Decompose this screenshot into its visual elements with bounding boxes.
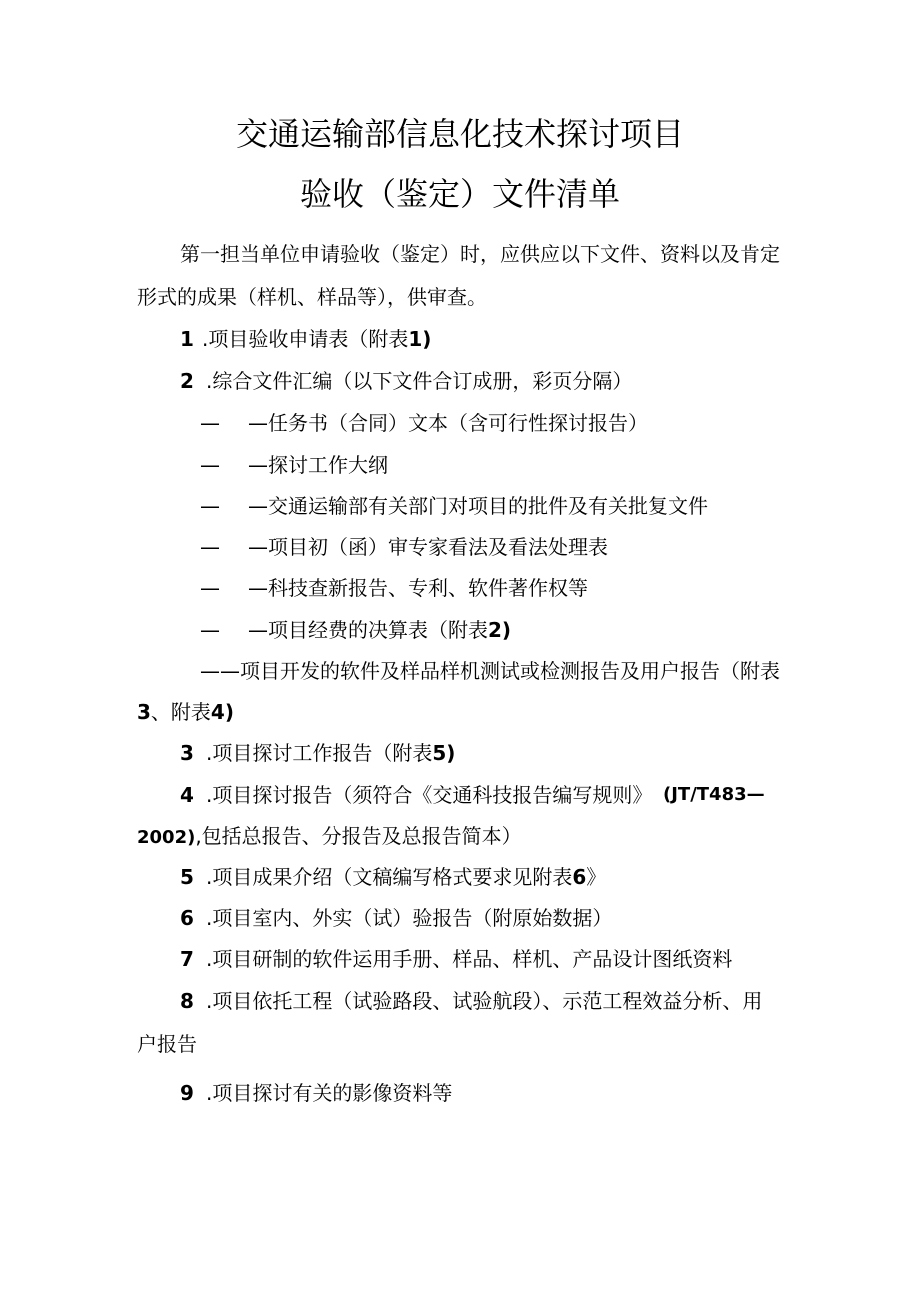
sub-item-cont-suffix: 4) [210,700,234,724]
sub-item-2: —探讨工作大纲 [248,453,388,477]
sub-item-cont-num: 3 [137,700,151,724]
sub-item-cont-text: 、附表 [150,700,211,724]
item-number: 7 [180,947,194,971]
list-item-8-continued: 户报告 [137,1032,197,1056]
document-title-line1: 交通运输部信息化技术探讨项目 [235,115,684,153]
item-number: 2 [180,369,194,393]
item-text: .项目探讨报告（须符合《交通科技报告编写规则》 [206,783,653,807]
item-4-suffix: (JT/T483— [663,784,765,805]
item-text: .项目研制的软件运用手册、样品、样机、产品设计图纸资料 [206,947,733,971]
item-text: .项目依托工程（试验路段、试验航段）、示范工程效益分析、用 [206,989,763,1013]
sub-item-3: —交通运输部有关部门对项目的批件及有关批复文件 [248,494,708,518]
item-cont-num: 2002) [137,827,196,848]
item-number: 6 [180,906,194,930]
item-text: .项目探讨工作报告（附表 [206,741,433,765]
item-cont-text: ,包括总报告、分报告及总报告简本） [195,824,522,848]
item-number: 9 [180,1081,194,1105]
sub-item-4: —项目初（函）审专家看法及看法处理表 [248,535,608,559]
item-number: 8 [180,989,194,1013]
item-suffix: 5) [432,741,456,765]
sub-item-dash: — [200,535,220,559]
item-text: .综合文件汇编（以下文件合订成册，彩页分隔） [206,369,633,393]
list-item-1 [180,324,431,354]
intro-line-1: 第一担当单位申请验收（鉴定）时，应供应以下文件、资料以及肯定 [180,242,780,266]
document-title-line2: 验收（鉴定）文件清单 [299,175,620,213]
sub-item-dash: — [200,411,220,435]
sub-item-6 [248,615,511,645]
sub-item-dash: — [200,618,220,642]
sub-item-suffix: 2) [488,618,512,642]
list-item-2 [180,366,632,396]
item-suffix: 6 [572,865,587,889]
sub-item-dash: — [200,494,220,518]
list-item-5 [180,862,606,892]
list-item-4-continued [137,821,522,853]
sub-item-5: —科技查新报告、专利、软件著作权等 [248,576,588,600]
list-item-9 [180,1078,452,1108]
sub-item-7-continued [137,697,234,727]
sub-item-dash: — [200,453,220,477]
item-text: .项目室内、外实（试）验报告（附原始数据） [206,906,613,930]
list-item-8 [180,986,762,1016]
item-text: .项目探讨有关的影像资料等 [206,1081,453,1105]
list-item-4 [180,780,652,810]
sub-item-1: —任务书（合同）文本（含可行性探讨报告） [248,411,648,435]
list-item-7 [180,944,732,974]
item-number: 3 [180,741,194,765]
list-item-6 [180,903,612,933]
intro-line-2: 形式的成果（样机、样品等），供审查。 [137,285,487,309]
item-suffix: 1) [408,327,432,351]
list-item-3 [180,738,455,768]
item-text: .项目验收申请表（附表 [202,327,409,351]
sub-item-7: ——项目开发的软件及样品样机测试或检测报告及用户报告（附表 [200,659,780,683]
item-text: .项目成果介绍（文稿编写格式要求见附表 [206,865,573,889]
item-end: 》 [586,865,607,889]
sub-item-text: —项目经费的决算表（附表 [248,618,488,642]
sub-item-dash: — [200,576,220,600]
item-number: 1 [180,327,194,351]
item-number: 4 [180,783,194,807]
item-number: 5 [180,865,194,889]
